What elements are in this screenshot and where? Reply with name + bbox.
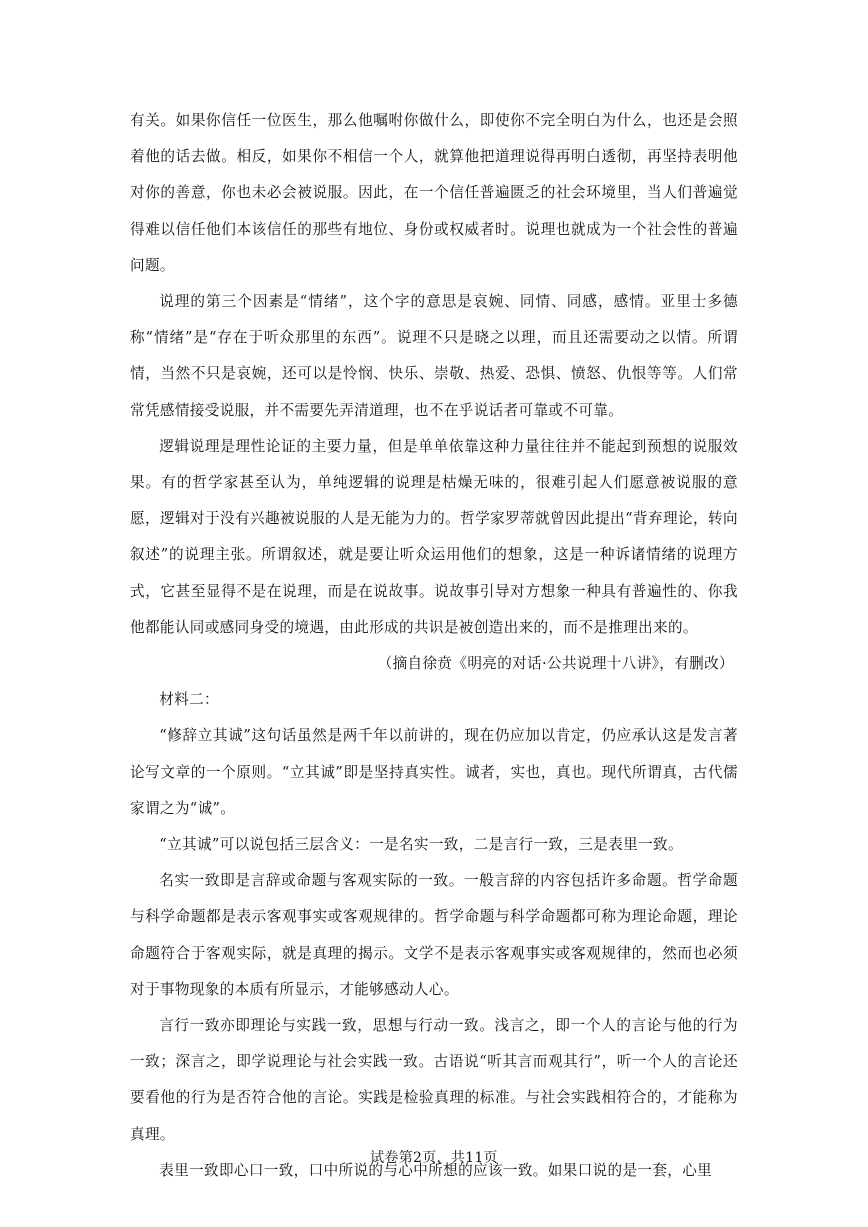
paragraph-sincerity: “修辞立其诚”这句话虽然是两千年以前讲的，现在仍应加以肯定，仍应承认这是发言著论写文章的一个原则。“立其诚”即是坚持真实性。诚者，实也，真也。现代所谓真，古代儒家谓之为“诚”。 [130,727,738,817]
paragraph-three-meanings: “立其诚”可以说包括三层含义：一是名实一致，二是言行一致，三是表里一致。 [159,836,683,854]
passage-text [130,103,738,1189]
source-citation: （摘自徐贲《明亮的对话·公共说理十八讲》，有删改） [377,655,734,673]
page-number-footer: 试卷第2页，共11页 [370,1150,498,1166]
material-two-heading: 材料二： [159,691,219,709]
paragraph-name-reality: 名实一致即是言辞或命题与客观实际的一致。一般言辞的内容包括许多命题。哲学命题与科学命题都是表示客观事实或客观规律的。哲学命题与科学命题都可称为理论命题，理论命题符合于客观实际，就是真理的揭示。文学不是表示客观事实或客观规律的，然而也必须对于事物现象的本质有所显示，才能够感动人心。 [130,872,738,998]
paragraph-continued: 有关。如果你信任一位医生，那么他嘱咐你做什么，即使你不完全明白为什么，也还是会照着他的话去做。相反，如果你不相信一个人，就算他把道理说得再明白透彻，再坚持表明他对你的善意，你也未必会被说服。因此，在一个信任普遍匮乏的社会环境里，当人们普遍觉得难以信任他们本该信任的那些有地位、身份或权威者时。说理也就成为一个社会性的普遍问题。 [130,112,738,274]
paragraph-emotion: 说理的第三个因素是“情绪”，这个字的意思是哀婉、同情、同感，感情。亚里士多德称“情绪”是“存在于听众那里的东西”。说理不只是晓之以理，而且还需要动之以情。所谓情，当然不只是哀婉，还可以是怜悯、快乐、崇敬、热爱、恐惧、愤怒、仇恨等等。人们常常凭感情接受说服，并不需要先弄清道理，也不在乎说话者可靠或不可靠。 [130,293,738,419]
paragraph-words-deeds: 言行一致亦即理论与实践一致，思想与行动一致。浅言之，即一个人的言论与他的行为一致；深言之，即学说理论与社会实践一致。古语说“听其言而观其行”，听一个人的言论还要看他的行为是否符合他的言论。实践是检验真理的标准。与社会实践相符合的，才能称为真理。 [130,1017,738,1143]
paragraph-logic: 逻辑说理是理性论证的主要力量，但是单单依靠这种力量往往并不能起到预想的说服效果。有的哲学家甚至认为，单纯逻辑的说理是枯燥无味的，很难引起人们愿意被说服的意愿，逻辑对于没有兴趣被说服的人是无能为力的。哲学家罗蒂就曾因此提出“背弃理论，转向叙述”的说理主张。所谓叙述，就是要让听众运用他们的想象，这是一种诉诸情绪的说理方式，它甚至显得不是在说理，而是在说故事。说故事引导对方想象一种具有普遍性的、你我他都能认同或感同身受的境遇，由此形成的共识是被创造出来的，而不是推理出来的。 [130,437,738,636]
paragraph-inside-outside: 表里一致即心口一致，口中所说的与心中所想的应该一致。如果口说的是一套，心里 [159,1161,713,1179]
